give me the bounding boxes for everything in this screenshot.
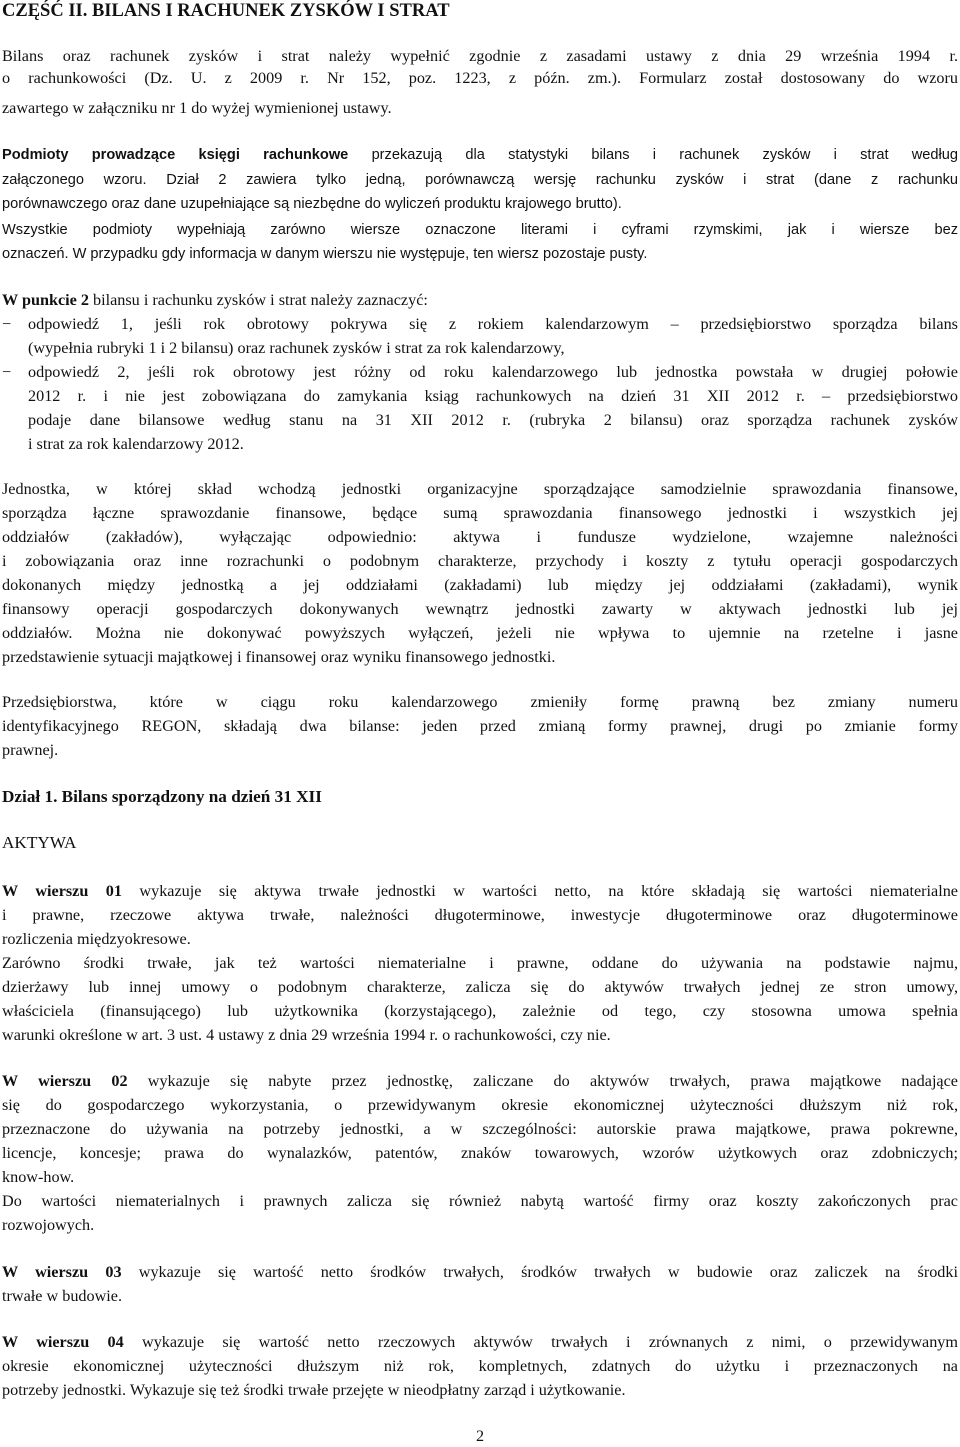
punkt2-item2-line-2: 2012 r. i nie jest zobowiązana do zamykania ksiąg rachunkowych na dzień 31 XII 2012 r. – przedsiębiorstwo <box>28 387 958 405</box>
punkt2-rest: bilansu i rachunku zysków i strat należy zaznaczyć: <box>88 291 428 309</box>
podmioty-line-5: oznaczeń. W przypadku gdy informacja w danym wierszu nie występuje, ten wiersz pozostaje pusty. <box>2 246 648 262</box>
w03-line-1-rest: wykazuje się wartość netto środków trwałych, środków trwałych w budowie oraz zaliczek na środki <box>121 1263 958 1281</box>
w04-line-3: potrzeby jednostki. Wykazuje się też środki trwałe przejęte w nieodpłatny zarząd i użytkowanie. <box>2 1381 626 1399</box>
punkt2-item1-line-1: odpowiedź 1, jeśli rok obrotowy pokrywa się z rokiem kalendarzowym – przedsiębiorstwo sporządza bilans <box>28 315 958 333</box>
section-heading-dzial1: Dział 1. Bilans sporządzony na dzień 31 XII <box>2 787 322 806</box>
w01-line-5: dzierżawy lub innej umowy o podobnym charakterze, zalicza się do aktywów trwałych jednej ze stron umowy, <box>2 978 958 996</box>
w01-line-4: Zarówno środki trwałe, jak też wartości niematerialne i prawne, oddane do używania na podstawie najmu, <box>2 954 958 972</box>
przedsiebiorstwa-line-1: Przedsiębiorstwa, które w ciągu roku kalendarzowego zmieniły formę prawną bez zmiany numeru <box>2 693 958 711</box>
w02-line-1-rest: wykazuje się nabyte przez jednostkę, zaliczane do aktywów trwałych, prawa majątkowe nadające <box>127 1072 958 1090</box>
w04-bold: W wierszu 04 <box>2 1333 124 1351</box>
punkt2-heading <box>2 289 958 311</box>
w01-line-6: właściciela (finansującego) lub użytkownika (korzystającego), zależnie od tego, czy stosowna umowa spełnia <box>2 1002 958 1020</box>
w02-bold: W wierszu 02 <box>2 1072 128 1090</box>
jednostka-line-6: finansowy operacji gospodarczych dokonywanych wewnątrz jednostki zawarty w aktywach jednostki lub jej <box>2 600 958 618</box>
podmioty-line-3: porównawczego oraz dane uzupełniające są niezbędne do wyliczeń produktu krajowego brutto). <box>2 196 622 212</box>
w02-line-7: rozwojowych. <box>2 1216 95 1234</box>
w01-line-3: rozliczenia międzyokresowe. <box>2 930 191 948</box>
podmioty-line-4: Wszystkie podmioty wypełniają zarówno wiersze oznaczone literami i cyframi rzymskimi, jak i wiersze bez <box>2 222 958 238</box>
w04-line-2: okresie ekonomicznej użyteczności dłuższym niż rok, kompletnych, zdatnych do użytku i przeznaczonych na <box>2 1357 958 1375</box>
page-title: CZĘŚĆ II. BILANS I RACHUNEK ZYSKÓW I STRAT <box>2 1 450 21</box>
w02-line-6: Do wartości niematerialnych i prawnych zalicza się również nabytą wartość firmy oraz koszty zakończonych prac <box>2 1192 958 1210</box>
podmioty-line-1-rest: przekazują dla statystyki bilans i rachunek zysków i strat według <box>348 147 958 163</box>
jednostka-line-5: dokonanych między jednostką a jej oddziałami (zakładami) lub między jej oddziałami (zakładami), wynik <box>2 576 958 594</box>
w03-line-1 <box>2 1261 958 1283</box>
bullet-dash: − <box>2 363 12 381</box>
w01-line-2: i prawne, rzeczowe aktywa trwałe, należności długoterminowe, inwestycje długoterminowe oraz długoterminowe <box>2 906 958 924</box>
jednostka-line-7: oddziałów. Można nie dokonywać powyższych wyłączeń, jeżeli nie wpływa to ujemnie na rzetelne i jasne <box>2 624 958 642</box>
intro-line-3: zawartego w załączniku nr 1 do wyżej wymienionej ustawy. <box>2 99 392 117</box>
w03-bold: W wierszu 03 <box>2 1263 122 1281</box>
w01-line-1 <box>2 880 958 902</box>
intro-line-2: o rachunkowości (Dz. U. z 2009 r. Nr 152, poz. 1223, z późn. zm.). Formularz został dostosowany do wzoru <box>2 69 958 87</box>
w03-line-2: trwałe w budowie. <box>2 1287 123 1305</box>
w01-line-7: warunki określone w art. 3 ust. 4 ustawy z dnia 29 września 1994 r. o rachunkowości, czy nie. <box>2 1026 611 1044</box>
w02-line-1 <box>2 1070 958 1092</box>
punkt2-item2-line-4: i strat za rok kalendarzowy 2012. <box>28 435 244 453</box>
jednostka-line-3: oddziałów (zakładów), wyłączając odpowiednio: aktywa i fundusze wydzielone, wzajemne należności <box>2 528 958 546</box>
w01-line-1-rest: wykazuje się aktywa trwałe jednostki w wartości netto, na które składają się wartości niematerialne <box>122 882 958 900</box>
przedsiebiorstwa-line-2: identyfikacyjnego REGON, składają dwa bilanse: jeden przed zmianą formy prawnej, drugi po zmianie formy <box>2 717 958 735</box>
w04-line-1-rest: wykazuje się wartość netto rzeczowych aktywów trwałych i zrównanych z nimi, o przewidywanym <box>123 1333 958 1351</box>
w04-line-1 <box>2 1331 958 1353</box>
page-number: 2 <box>475 1427 485 1445</box>
jednostka-line-2: sporządza łączne sprawozdanie finansowe, będące sumą sprawozdania finansowego jednostki i wszystkich jej <box>2 504 958 522</box>
jednostka-line-8: przedstawienie sytuacji majątkowej i finansowej oraz wyniku finansowego jednostki. <box>2 648 556 666</box>
podmioty-line-2: załączonego wzoru. Dział 2 zawiera tylko jedną, porównawczą wersję rachunku zysków i strat (dane z rachunku <box>2 172 958 188</box>
przedsiebiorstwa-line-3: prawnej. <box>2 741 59 759</box>
intro-line-1: Bilans oraz rachunek zysków i strat należy wypełnić zgodnie z zasadami ustawy z dnia 29 września 1994 r. <box>2 47 958 65</box>
jednostka-line-1: Jednostka, w której skład wchodzą jednostki organizacyjne sporządzające samodzielnie sprawozdania finansowe, <box>2 480 958 498</box>
podmioty-bold: Podmioty prowadzące księgi rachunkowe <box>2 147 349 163</box>
punkt2-bold: W punkcie 2 <box>2 291 89 309</box>
punkt2-item2-line-3: podaje dane bilansowe według stanu na 31 XII 2012 r. (rubryka 2 bilansu) oraz sporządza rachunek zysków <box>28 411 958 429</box>
punkt2-item1-line-2: (wypełnia rubryki 1 i 2 bilansu) oraz rachunek zysków i strat za rok kalendarzowy, <box>28 339 565 357</box>
jednostka-line-4: i zobowiązania oraz inne rozrachunki o podobnym charakterze, przychody i koszty z tytułu operacji gospodarczych <box>2 552 958 570</box>
podmioty-line-1 <box>2 144 958 166</box>
punkt2-item2-line-1: odpowiedź 2, jeśli rok obrotowy jest różny od roku kalendarzowego lub jednostka powstała w drugiej połowie <box>28 363 958 381</box>
w02-line-3: przeznaczone do używania na potrzeby jednostki, a w szczególności: autorskie prawa majątkowe, prawa pokrewne, <box>2 1120 958 1138</box>
w02-line-4: licencje, koncesje; prawa do wynalazków, patentów, znaków towarowych, wzorów użytkowych oraz zdobniczych; <box>2 1144 958 1162</box>
bullet-dash: − <box>2 315 12 333</box>
w02-line-5: know-how. <box>2 1168 75 1186</box>
w01-bold: W wierszu 01 <box>2 882 122 900</box>
section-heading-aktywa: AKTYWA <box>2 833 77 852</box>
w02-line-2: się do gospodarczego wykorzystania, o przewidywanym okresie ekonomicznej użyteczności dłuższym niż rok, <box>2 1096 958 1114</box>
